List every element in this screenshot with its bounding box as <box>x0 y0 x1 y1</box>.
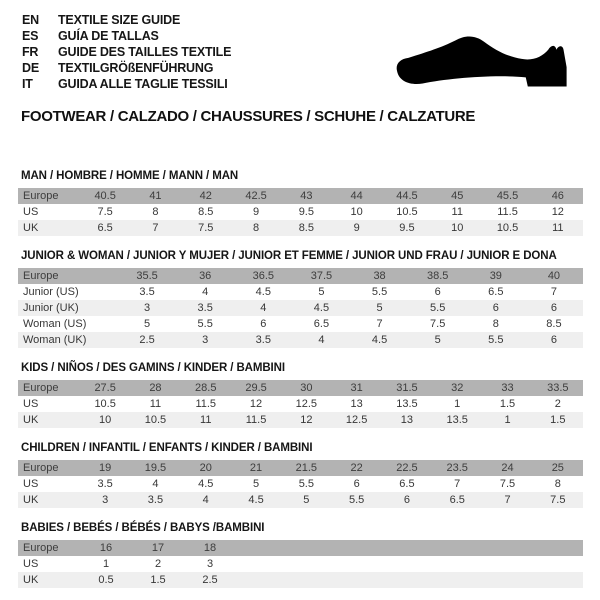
size-cell: 4 <box>318 334 325 346</box>
size-cell: 10 <box>350 206 363 218</box>
size-cell: 3.5 <box>147 494 164 506</box>
table-row <box>18 316 583 332</box>
size-cell: 5.5 <box>430 302 446 314</box>
size-table <box>18 268 583 348</box>
size-cell: 5.5 <box>488 334 504 346</box>
size-cell: 6 <box>550 302 557 314</box>
size-cell: 28.5 <box>195 382 217 394</box>
table-header-row <box>18 380 583 396</box>
size-table-section <box>18 250 583 348</box>
size-table-title: CHILDREN / INFANTIL / ENFANTS / KINDER / BAMBINI <box>21 442 313 454</box>
row-label: Woman (UK) <box>23 334 87 346</box>
size-cell: 40 <box>547 270 561 282</box>
size-cell: 12 <box>300 414 313 426</box>
size-cell: 1 <box>504 414 511 426</box>
size-cell: 12 <box>551 206 564 218</box>
size-cell: 4.5 <box>248 494 264 506</box>
table-header-row <box>18 188 583 204</box>
size-cell: 2.5 <box>202 574 218 586</box>
size-cell: 11 <box>552 222 564 234</box>
size-cell: 1.5 <box>550 414 566 426</box>
size-cell: 5.5 <box>298 478 314 490</box>
size-table <box>18 460 583 508</box>
size-cell: 24 <box>501 462 514 474</box>
size-cell: 10 <box>99 414 112 426</box>
size-cell: 5.5 <box>371 286 388 298</box>
row-label: US <box>23 558 39 570</box>
size-cell: 6 <box>353 478 360 490</box>
size-cell: 29.5 <box>245 382 267 394</box>
size-cell: 13 <box>350 398 363 410</box>
size-cell: 4 <box>260 302 267 314</box>
size-table-section <box>18 442 583 508</box>
size-cell: 6.5 <box>399 478 415 490</box>
size-cell: 33 <box>501 382 514 394</box>
size-cell: 5 <box>376 302 383 314</box>
size-cell: 30 <box>300 382 313 394</box>
size-cell: 11.5 <box>497 206 518 218</box>
size-cell: 19 <box>99 462 112 474</box>
size-cell: 11 <box>451 206 463 218</box>
table-row <box>18 332 583 348</box>
size-tables <box>18 170 583 600</box>
row-label: UK <box>23 414 39 426</box>
size-cell: 9.5 <box>399 222 415 234</box>
row-label: Europe <box>23 462 59 474</box>
size-cell: 36.5 <box>252 270 275 282</box>
size-cell: 6 <box>550 334 557 346</box>
size-cell: 5 <box>303 494 310 506</box>
size-table <box>18 380 583 428</box>
table-row <box>18 300 583 316</box>
size-cell: 2 <box>154 558 162 570</box>
table-row <box>18 572 583 588</box>
language-label: TEXTILE SIZE GUIDE <box>58 13 181 27</box>
size-table <box>18 188 583 236</box>
language-code: FR <box>22 45 39 59</box>
language-label: GUIDA ALLE TAGLIE TESSILI <box>58 77 228 91</box>
size-cell: 18 <box>203 542 217 554</box>
size-cell: 8 <box>252 222 260 234</box>
size-cell: 19.5 <box>144 462 167 474</box>
size-cell: 4 <box>202 286 209 298</box>
row-label: Europe <box>23 382 59 394</box>
size-cell: 0.5 <box>98 574 114 586</box>
size-cell: 5 <box>434 334 441 346</box>
size-cell: 6.5 <box>313 318 330 330</box>
size-cell: 6.5 <box>488 286 504 298</box>
table-row <box>18 204 583 220</box>
size-cell: 8.5 <box>546 318 562 330</box>
size-cell: 2 <box>554 398 561 410</box>
size-table-title: BABIES / BEBÉS / BÉBÉS / BABYS /BAMBINI <box>21 522 265 534</box>
size-cell: 17 <box>151 542 165 554</box>
size-cell: 12.5 <box>295 398 318 410</box>
size-cell: 35.5 <box>136 270 158 282</box>
size-cell: 1 <box>102 558 110 570</box>
size-cell: 7 <box>550 286 557 298</box>
size-cell: 5 <box>252 478 260 490</box>
size-cell: 9.5 <box>298 206 314 218</box>
size-table-section <box>18 362 583 428</box>
size-cell: 7.5 <box>499 478 516 490</box>
size-cell: 6 <box>434 286 441 298</box>
row-label: Junior (UK) <box>23 302 79 314</box>
size-cell: 13.5 <box>446 414 468 426</box>
size-cell: 3.5 <box>139 286 155 298</box>
table-header-row <box>18 540 583 556</box>
size-cell: 8 <box>152 206 159 218</box>
size-cell: 10.5 <box>94 398 116 410</box>
size-cell: 1.5 <box>499 398 516 410</box>
size-cell: 12.5 <box>345 414 368 426</box>
size-table-title: JUNIOR & WOMAN / JUNIOR Y MUJER / JUNIOR ET FEMME / JUNIOR UND FRAU / JUNIOR E DONA <box>21 250 557 262</box>
size-cell: 11.5 <box>245 414 267 426</box>
language-list <box>22 12 231 92</box>
row-label: US <box>23 478 39 490</box>
size-cell: 37.5 <box>310 270 333 282</box>
size-cell: 27.5 <box>94 382 116 394</box>
size-cell: 11.5 <box>195 398 217 410</box>
language-code: IT <box>22 77 33 91</box>
row-label: Junior (US) <box>23 286 79 298</box>
size-cell: 7 <box>454 478 461 490</box>
dress-shoe-icon <box>392 28 586 96</box>
size-cell: 4 <box>202 494 209 506</box>
size-cell: 43 <box>300 190 313 202</box>
size-cell: 33.5 <box>547 382 569 394</box>
size-cell: 10 <box>451 222 464 234</box>
size-cell: 6.5 <box>97 222 113 234</box>
size-cell: 8.5 <box>198 206 214 218</box>
size-cell: 36 <box>199 270 212 282</box>
size-cell: 10.5 <box>396 206 418 218</box>
language-label: TEXTILGRÖßENFÜHRUNG <box>58 61 214 75</box>
size-cell: 12 <box>249 398 263 410</box>
size-cell: 7 <box>376 318 383 330</box>
size-cell: 3 <box>144 302 151 314</box>
size-cell: 5 <box>318 286 325 298</box>
size-cell: 25 <box>551 462 564 474</box>
row-label: US <box>23 206 39 218</box>
size-cell: 16 <box>99 542 113 554</box>
table-row <box>18 476 583 492</box>
size-cell: 46 <box>551 190 564 202</box>
size-cell: 45 <box>451 190 464 202</box>
language-row <box>22 44 231 60</box>
row-label: Europe <box>23 190 59 202</box>
size-cell: 4.5 <box>255 286 271 298</box>
size-table-title: MAN / HOMBRE / HOMME / MANN / MAN <box>21 170 239 182</box>
size-table <box>18 540 583 588</box>
table-row <box>18 284 583 300</box>
size-cell: 10.5 <box>144 414 167 426</box>
size-cell: 20 <box>199 462 212 474</box>
size-cell: 1 <box>454 398 461 410</box>
size-cell: 4.5 <box>198 478 214 490</box>
language-row <box>22 60 231 76</box>
size-cell: 9 <box>252 206 260 218</box>
size-cell: 8.5 <box>298 222 314 234</box>
size-cell: 11 <box>149 398 162 410</box>
size-cell: 3.5 <box>197 302 213 314</box>
size-cell: 44 <box>350 190 363 202</box>
size-table-section <box>18 522 583 588</box>
size-cell: 8 <box>554 478 561 490</box>
size-cell: 7.5 <box>550 494 566 506</box>
size-cell: 4.5 <box>371 334 388 346</box>
table-header-row <box>18 268 583 284</box>
size-cell: 3.5 <box>255 334 271 346</box>
table-row <box>18 412 583 428</box>
size-cell: 9 <box>353 222 360 234</box>
size-cell: 5.5 <box>348 494 365 506</box>
size-cell: 11 <box>200 414 212 426</box>
size-cell: 42.5 <box>245 190 267 202</box>
row-label: Europe <box>23 270 59 282</box>
size-cell: 22 <box>350 462 363 474</box>
language-label: GUIDE DES TAILLES TEXTILE <box>58 45 232 59</box>
size-cell: 45.5 <box>496 190 519 202</box>
size-cell: 6.5 <box>449 494 465 506</box>
category-heading: FOOTWEAR / CALZADO / CHAUSSURES / SCHUHE / CALZATURE <box>21 108 476 125</box>
size-cell: 42 <box>199 190 212 202</box>
language-code: EN <box>22 13 39 27</box>
table-row <box>18 220 583 236</box>
size-cell: 5 <box>144 318 151 330</box>
table-row <box>18 492 583 508</box>
size-cell: 6 <box>492 302 499 314</box>
size-cell: 39 <box>489 270 502 282</box>
size-cell: 6 <box>260 318 267 330</box>
size-cell: 44.5 <box>396 190 418 202</box>
size-cell: 6 <box>403 494 410 506</box>
size-cell: 7 <box>504 494 511 506</box>
row-label: UK <box>23 494 39 506</box>
size-cell: 28 <box>149 382 162 394</box>
size-cell: 41 <box>149 190 162 202</box>
size-cell: 8 <box>492 318 499 330</box>
size-cell: 3 <box>202 334 209 346</box>
size-cell: 3 <box>206 558 214 570</box>
size-cell: 23.5 <box>446 462 468 474</box>
size-table-section <box>18 170 583 236</box>
size-cell: 32 <box>451 382 464 394</box>
size-cell: 21 <box>249 462 263 474</box>
size-cell: 7.5 <box>430 318 446 330</box>
size-cell: 7.5 <box>97 206 113 218</box>
size-cell: 13 <box>400 414 414 426</box>
language-label: GUÍA DE TALLAS <box>58 29 159 43</box>
row-label: UK <box>23 222 39 234</box>
size-cell: 22.5 <box>396 462 418 474</box>
size-cell: 7.5 <box>198 222 214 234</box>
size-cell: 5.5 <box>197 318 213 330</box>
size-cell: 38.5 <box>426 270 449 282</box>
language-row <box>22 76 231 92</box>
table-row <box>18 556 583 572</box>
language-row <box>22 12 231 28</box>
row-label: UK <box>23 574 39 586</box>
language-code: ES <box>22 29 39 43</box>
size-cell: 40.5 <box>94 190 116 202</box>
size-cell: 38 <box>373 270 386 282</box>
size-cell: 2.5 <box>139 334 155 346</box>
size-cell: 13.5 <box>396 398 418 410</box>
row-label: Woman (US) <box>23 318 87 330</box>
size-cell: 31 <box>350 382 363 394</box>
size-cell: 3.5 <box>97 478 113 490</box>
size-cell: 31.5 <box>396 382 418 394</box>
size-cell: 1.5 <box>150 574 166 586</box>
table-row <box>18 396 583 412</box>
size-cell: 10.5 <box>496 222 519 234</box>
size-cell: 4 <box>152 478 159 490</box>
size-cell: 4.5 <box>313 302 330 314</box>
row-label: US <box>23 398 39 410</box>
row-label: Europe <box>23 542 59 554</box>
size-table-title: KIDS / NIÑOS / DES GAMINS / KINDER / BAMBINI <box>21 362 285 374</box>
size-cell: 21.5 <box>295 462 318 474</box>
size-cell: 7 <box>152 222 159 234</box>
size-cell: 3 <box>102 494 109 506</box>
language-code: DE <box>22 61 39 75</box>
language-row <box>22 28 231 44</box>
table-header-row <box>18 460 583 476</box>
